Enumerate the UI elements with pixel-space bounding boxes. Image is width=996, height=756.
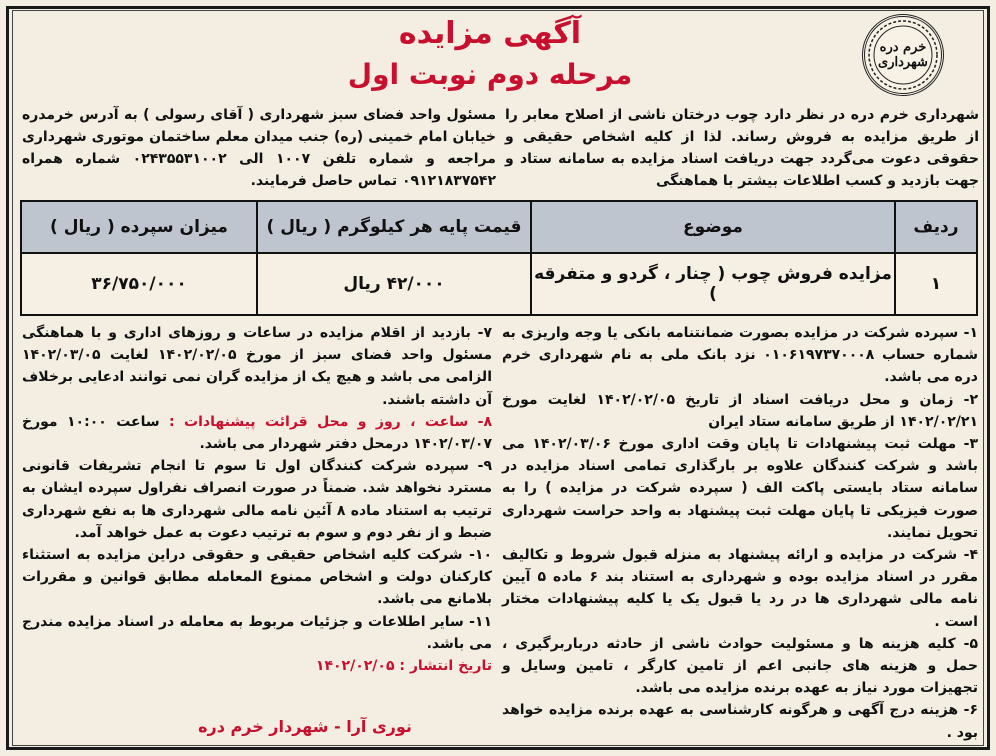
intro-paragraph-right: شهرداری خرم دره در نظر دارد چوب درختان ناشی از اصلاح معابر را از طریق مزایده به فروش رساند. لذا از کلیه اشخاص حقیقی و حقوقی دعوت می‌گردد جهت دریافت اسناد مزایده به سامانه ستاد و جهت بازدید و کسب اطلاعات بیشتر با هماهنگی xyxy=(505,107,979,189)
cell-row-number: ۱ xyxy=(895,253,977,315)
terms-column-right xyxy=(502,322,978,744)
term-item: ۴- شرکت در مزایده و ارائه پیشنهاد به منزله قبول شروط و تکالیف مقرر در اسناد مزایده بوده و شهرداری به استناد بند ۶ ماده ۵ آیین نامه مالی شهرداری ها در رد یا قبول یک یا کلیه پیشنهادات مختار است . xyxy=(502,547,978,630)
mayor-signature: نوری آرا - شهردار خرم دره xyxy=(198,717,412,736)
term-item: ۳- مهلت ثبت پیشنهادات تا پایان وقت اداری مورخ ۱۴۰۲/۰۳/۰۶ می باشد و شرکت کنندگان علاوه بر بارگذاری تمامی اسناد مزایده در سامانه ستاد بایستی پاکت الف ( سپرده شرکت در مزایده ) را به صورت فیزیکی تا پایان مهلت ثبت پیشنهاد به واحد حراست شهرداری تحویل نمایند. xyxy=(502,436,978,541)
table-row xyxy=(21,253,977,315)
header-deposit: میزان سپرده ( ریال ) xyxy=(21,201,257,253)
header-subject: موضوع xyxy=(531,201,895,253)
notice-title: آگهی مزایده xyxy=(398,16,582,51)
terms-column-left xyxy=(22,322,492,677)
publication-date: تاریخ انتشار : ۱۴۰۲/۰۲/۰۵ xyxy=(315,658,492,675)
term-item: ۱۰- شرکت کلیه اشخاص حقیقی و حقوقی دراین مزایده به استثناء کارکنان دولت و اشخاص ممنوع المعامله مطابق قوانین و مقررات بلامانع می باشد. xyxy=(22,547,492,608)
auction-items-table xyxy=(20,200,978,316)
term-item: ۵- کلیه هزینه ها و مسئولیت حوادث ناشی از حادثه درباربرگیری ، حمل و هزینه های جانبی اعم از تامین کارگر ، تامین وسایل و تجهیزات مورد نیاز به عهده برنده مزایده می باشد. xyxy=(502,635,978,697)
term-item-8 xyxy=(22,411,492,455)
table-header-row xyxy=(21,201,977,253)
cell-subject: مزایده فروش چوب ( چنار ، گردو و متفرقه ) xyxy=(531,253,895,315)
term-item: ۶- هزینه درج آگهی و هرگونه کارشناسی به عهده برنده مزایده خواهد بود . xyxy=(502,702,978,741)
term-item: ۷- بازدید از اقلام مزایده در ساعات و روزهای اداری و با هماهنگی مسئول واحد فضای سبز از مورخ ۱۴۰۲/۰۲/۰۵ لغایت ۱۴۰۲/۰۳/۰۵ الزامی می باشد و هیچ یک از مزایده گران نمی توانند ادعایی برخلاف آن داشته باشند. xyxy=(22,325,492,408)
cell-deposit: ۳۶/۷۵۰/۰۰۰ xyxy=(21,253,257,315)
intro-paragraph-left: مسئول واحد فضای سبز شهرداری ( آقای رسولی ) به آدرس خرمدره خیابان امام خمینی (ره) جنب میدان معلم ساختمان موتوری شهرداری مراجعه و شماره تلفن ۱۰۰۷ الی ۰۲۴۳۵۵۳۱۰۰۲ شماره همراه ۰۹۱۲۱۸۳۷۵۴۲ تماس حاصل فرمایند. xyxy=(22,107,496,189)
term-item: ۹- سپرده شرکت کنندگان اول تا سوم تا انجام تشریفات قانونی مسترد نخواهد شد. ضمناً در صورت انصراف نفراول سپرده ایشان به ترتیب به استناد ماده ۸ آئین نامه مالی شهرداری ها به نفع شهرداری ضبط و از نفر دوم و سوم به ترتیب دعوت به عمل خواهد آمد. xyxy=(22,458,493,541)
term-8-text: ساعت ۱۰:۰۰ مورخ ۱۴۰۲/۰۳/۰۷ درمحل دفتر شهردار می باشد. xyxy=(22,413,492,453)
cell-base-price: ۴۲/۰۰۰ ریال xyxy=(257,253,531,315)
header-row-number: ردیف xyxy=(895,201,977,253)
header-base-price: قیمت پایه هر کیلوگرم ( ریال ) xyxy=(257,201,531,253)
notice-subtitle: مرحله دوم نوبت اول xyxy=(347,58,633,91)
term-item: ۱- سپرده شرکت در مزایده بصورت ضمانتنامه بانکی یا وجه واریزی به شماره حساب ۰۱۰۶۱۹۷۳۷۰۰۰۸ نزد بانک ملی به نام شهرداری خرم دره می باشد. xyxy=(502,325,978,386)
term-item: ۲- زمان و محل دریافت اسناد از تاریخ ۱۴۰۲/۰۲/۰۵ لغایت مورخ ۱۴۰۲/۰۲/۲۱ از طریق سامانه ستاد ایران xyxy=(502,391,978,430)
municipality-logo xyxy=(862,14,944,96)
logo-text: خرم دره شهرداری xyxy=(878,40,928,70)
term-item: ۱۱- سایر اطلاعات و جزئیات مربوط به معامله در اسناد مزایده مندرج می باشد. xyxy=(22,613,492,652)
term-8-label: ۸- ساعت ، روز و محل قرائت پیشنهادات : xyxy=(169,413,493,430)
